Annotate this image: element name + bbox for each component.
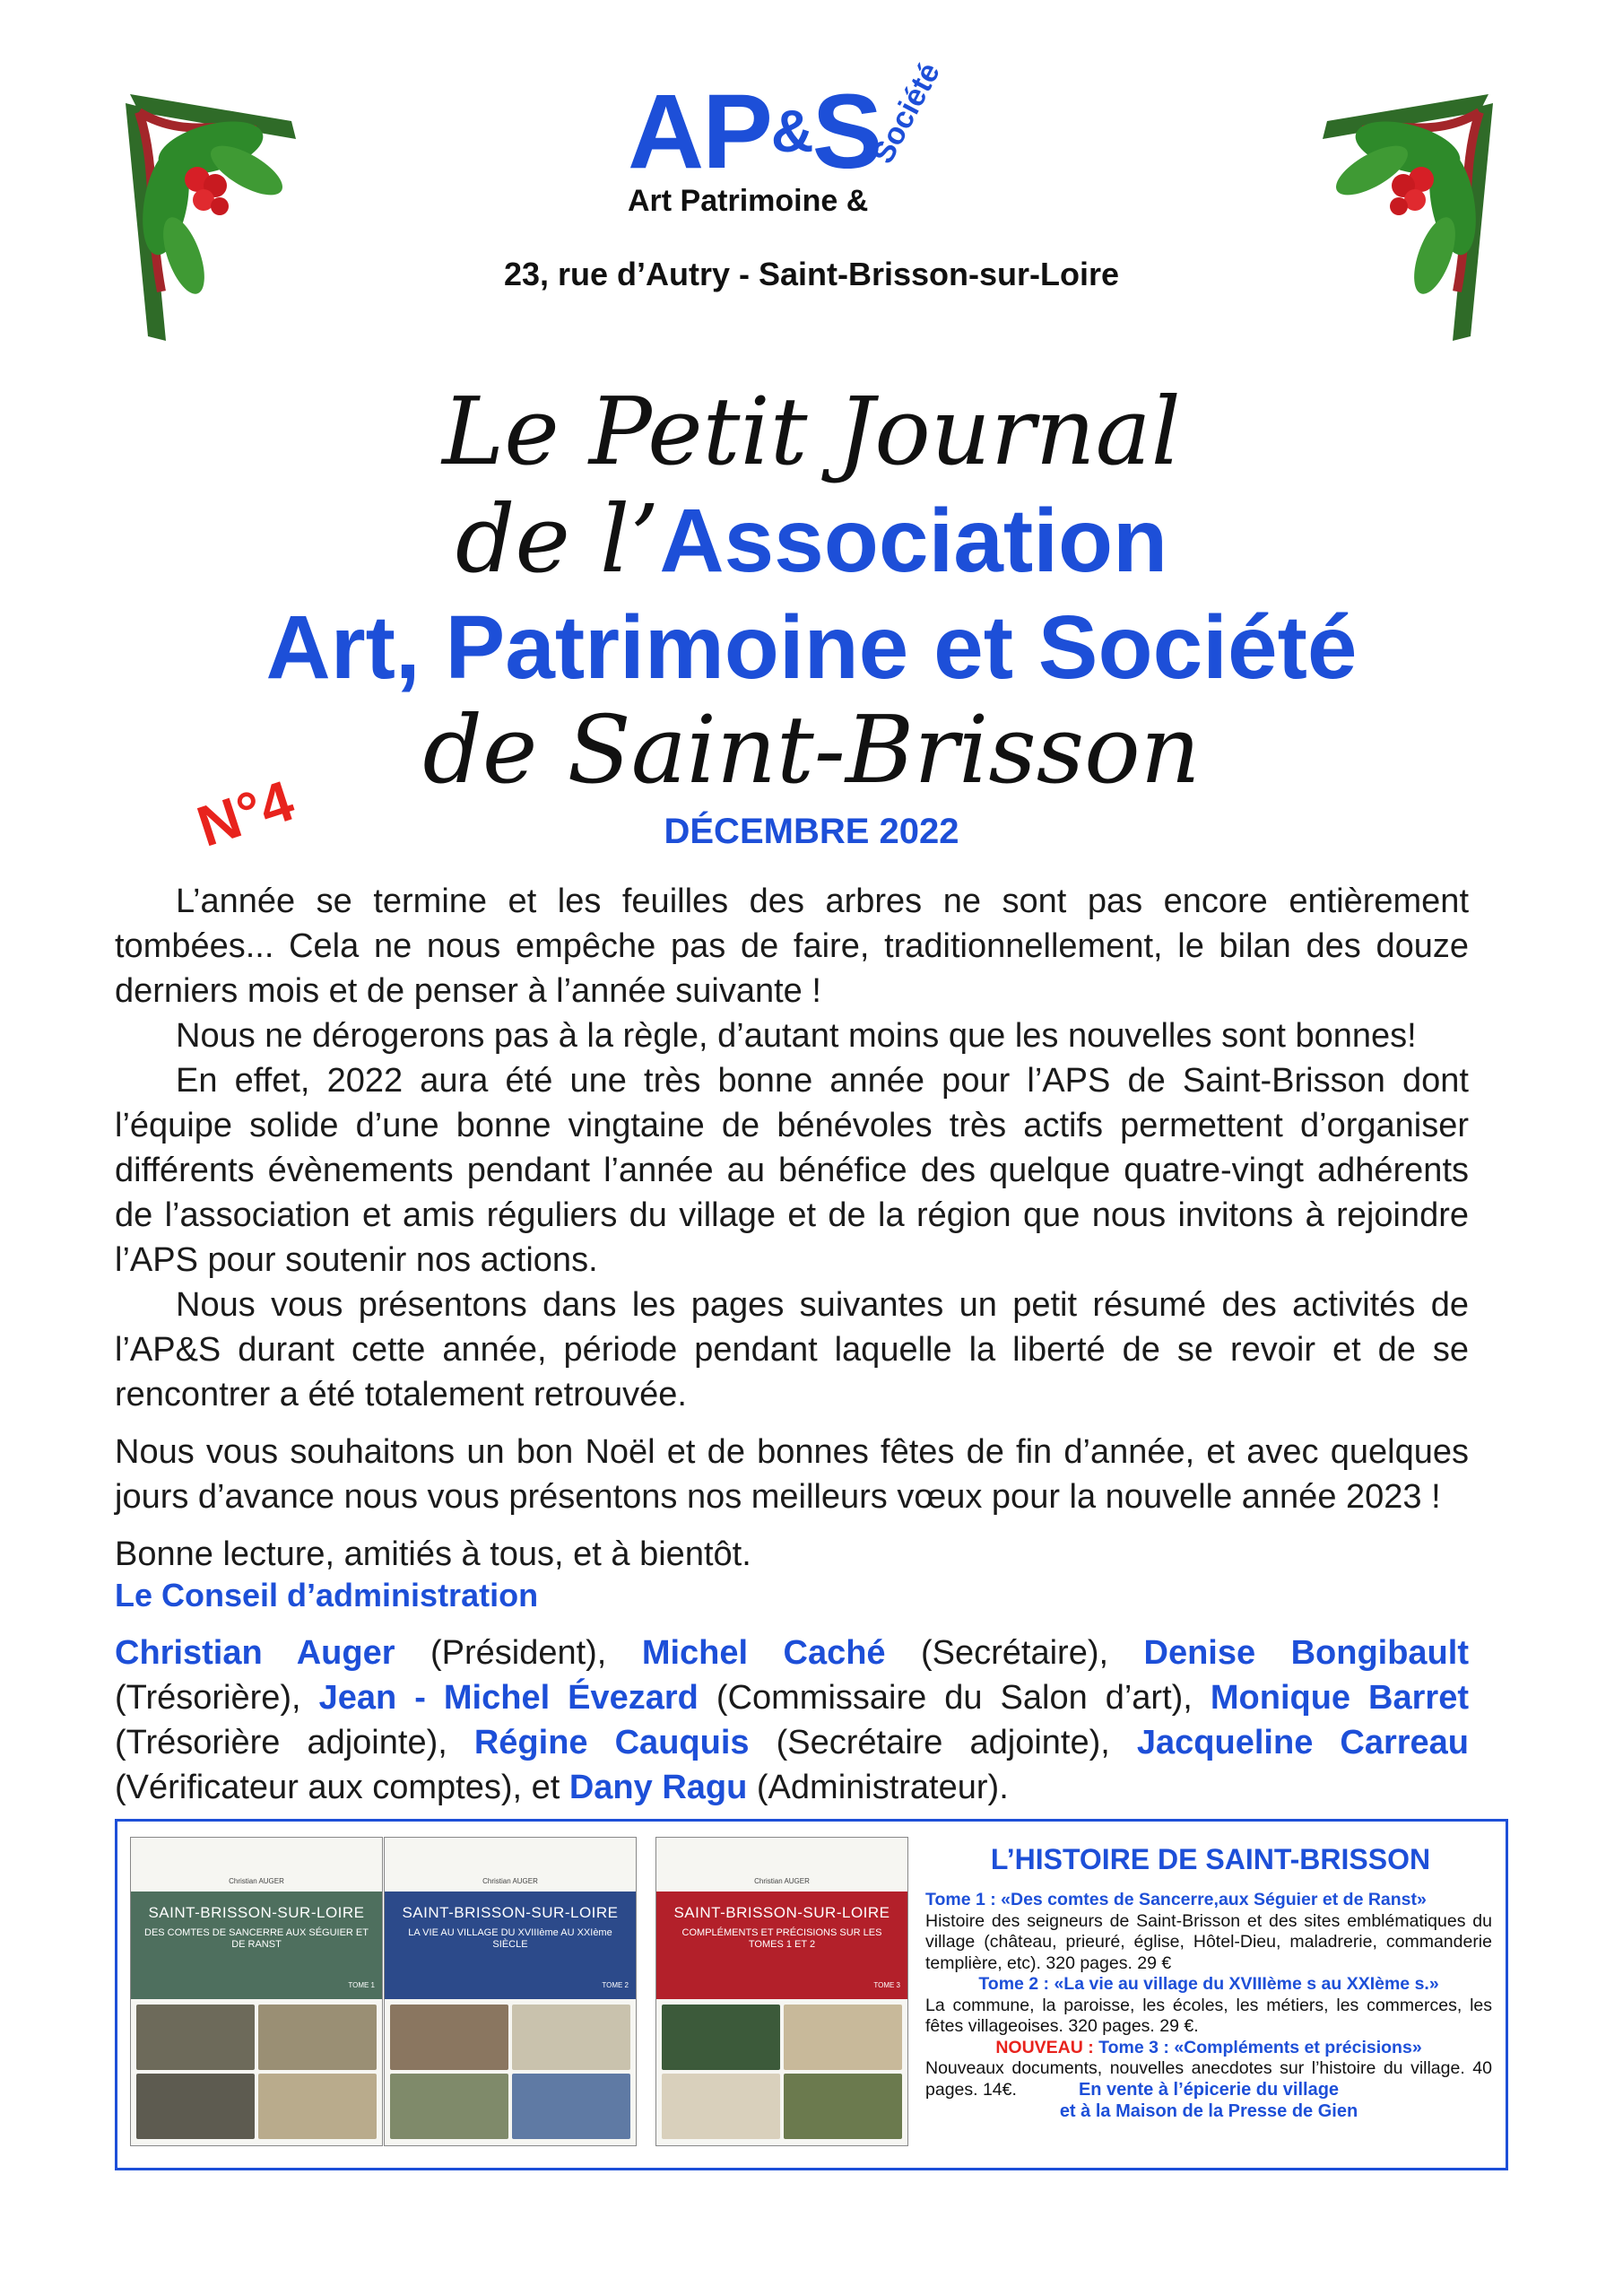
book-cover-images — [136, 2005, 377, 2139]
title-line-2-blue: Association — [659, 491, 1168, 591]
member-role: (Trésorière adjointe), — [115, 1724, 474, 1761]
title-line-3: Art, Patrimoine et Société — [265, 597, 1358, 698]
tome-2-text: La commune, la paroisse, les écoles, les métiers, les commerces, les fêtes villageoises. 320 pages. 29 €. — [925, 1995, 1492, 2036]
book-cover-tome-2 — [384, 1837, 637, 2146]
member-name: Régine Cauquis — [473, 1724, 750, 1761]
member-name: Monique Barret — [1210, 1679, 1469, 1717]
member-name: Christian Auger — [115, 1634, 395, 1672]
editorial-paragraph: Nous vous souhaitons un bon Noël et de bonnes fêtes de fin d’année, et avec quelques jours d’avance nous vous présentons nos meilleurs vœux pour la nouvelle année 2023 ! — [115, 1433, 1469, 1516]
member-role: (Administrateur). — [747, 1769, 1009, 1806]
book-cover-tome-3 — [655, 1837, 908, 2146]
new-badge: NOUVEAU : — [995, 2037, 1094, 2057]
book-subtitle: DES COMTES DE SANCERRE AUX SÉGUIER ET DE RANST — [144, 1927, 369, 1950]
book-cover-images — [662, 2005, 902, 2139]
sale-info — [925, 2079, 1492, 2122]
logo-aps: AP&S — [628, 73, 881, 191]
book-cover-band — [131, 1892, 382, 1999]
book-author: Christian AUGER — [229, 1877, 284, 1885]
holly-decoration-left — [112, 85, 309, 354]
book-title: SAINT-BRISSON-SUR-LOIRE — [402, 1904, 619, 1921]
book-author: Christian AUGER — [482, 1877, 538, 1885]
title-line-2-script: de l’ — [455, 484, 660, 594]
member-name: Denise Bongibault — [1143, 1634, 1469, 1672]
member-name: Jean - Michel Évezard — [318, 1679, 699, 1717]
book-title: SAINT-BRISSON-SUR-LOIRE — [673, 1904, 890, 1921]
sale-line: et à la Maison de la Presse de Gien — [1059, 2101, 1358, 2121]
book-tome: TOME 1 — [348, 1981, 375, 1989]
member-role: (Commissaire du Salon d’art), — [698, 1679, 1211, 1717]
title-line-4: de Saint-Brisson — [422, 695, 1201, 804]
member-role: (Secrétaire adjointe), — [749, 1724, 1137, 1761]
book-cover-band — [385, 1892, 636, 1999]
council-title: Le Conseil d’administration — [115, 1577, 539, 1613]
book-subtitle: COMPLÉMENTS ET PRÉCISIONS SUR LES TOMES 1 ET 2 — [681, 1927, 882, 1950]
books-description — [925, 1890, 1492, 2100]
editorial-paragraph: En effet, 2022 aura été une très bonne année pour l’APS de Saint-Brisson dont l’équipe solide d’une bonne vingtaine de bénévoles très actifs permettent d’organiser différents évènements pendant l’année au bénéfice des quelque quatre-vingt adhérents de l’association et amis réguliers du village et de la région que nous invitons à rejoindre l’APS pour soutenir nos actions. — [115, 1062, 1469, 1279]
member-role: (Président), — [395, 1634, 642, 1672]
book-title: SAINT-BRISSON-SUR-LOIRE — [148, 1904, 365, 1921]
issue-number: N°4 — [189, 768, 301, 859]
editorial — [115, 879, 1469, 1577]
tome-2-label: Tome 2 : «La vie au village du XVIIIème s au XXIème s.» — [978, 1974, 1439, 1994]
book-cover-tome-1 — [130, 1837, 383, 2146]
logo-subtitle: Art Patrimoine & — [628, 184, 869, 218]
member-role: (Secrétaire), — [885, 1634, 1144, 1672]
council-members — [115, 1631, 1469, 1810]
tome-1-label: Tome 1 : «Des comtes de Sancerre,aux Séguier et de Ranst» — [925, 1890, 1427, 1909]
tome-1-text: Histoire des seigneurs de Saint-Brisson et des sites emblématiques du village (château, prieuré, église, Hôtel-Dieu, maladrerie, commanderie templière, etc). 320 pages. 29 € — [925, 1910, 1492, 1973]
editorial-paragraph: L’année se termine et les feuilles des arbres ne sont pas encore entièrement tombées... Cela ne nous empêche pas de faire, traditionnellement, le bilan des douze derniers mois et de penser à l’année suivante ! — [115, 883, 1469, 1010]
member-role: (Vérificateur aux comptes), et — [115, 1769, 569, 1806]
books-title: L’HISTOIRE DE SAINT-BRISSON — [990, 1843, 1431, 1875]
title-line-1: Le Petit Journal — [442, 377, 1181, 486]
holly-decoration-right — [1309, 85, 1506, 354]
book-cover-band — [656, 1892, 907, 1999]
member-name: Dany Ragu — [568, 1769, 748, 1806]
book-cover-images — [390, 2005, 630, 2139]
title-line-2 — [0, 484, 1623, 594]
logo-side-text: Société — [865, 57, 947, 170]
book-author: Christian AUGER — [754, 1877, 810, 1885]
tome-3-heading — [925, 2038, 1492, 2059]
tome-3-label: Tome 3 : «Compléments et précisions» — [1093, 2037, 1422, 2057]
book-tome: TOME 3 — [873, 1981, 900, 1989]
book-tome: TOME 2 — [602, 1981, 629, 1989]
issue-date: DÉCEMBRE 2022 — [664, 812, 959, 851]
sale-line: En vente à l’épicerie du village — [1078, 2080, 1340, 2100]
editorial-paragraph: Nous ne dérogerons pas à la règle, d’autant moins que les nouvelles sont bonnes! — [176, 1017, 1417, 1055]
address: 23, rue d’Autry - Saint-Brisson-sur-Loire — [503, 256, 1120, 292]
member-name: Jacqueline Carreau — [1136, 1724, 1470, 1761]
editorial-paragraph: Nous vous présentons dans les pages suivantes un petit résumé des activités de l’AP&S durant cette année, période pendant laquelle la liberté de se revoir et de se rencontrer a été totalement retrouvée. — [115, 1286, 1469, 1413]
member-role: (Trésorière), — [115, 1679, 319, 1717]
editorial-paragraph: Bonne lecture, amitiés à tous, et à bientôt. — [115, 1535, 751, 1573]
member-name: Michel Caché — [641, 1634, 886, 1672]
book-subtitle: LA VIE AU VILLAGE DU XVIIIème AU XXIème SIÈCLE — [408, 1927, 612, 1950]
tome-3-text: Nouveaux documents, nouvelles anecdotes sur l’histoire du village. 40 pages. 14€. — [925, 2058, 1492, 2100]
